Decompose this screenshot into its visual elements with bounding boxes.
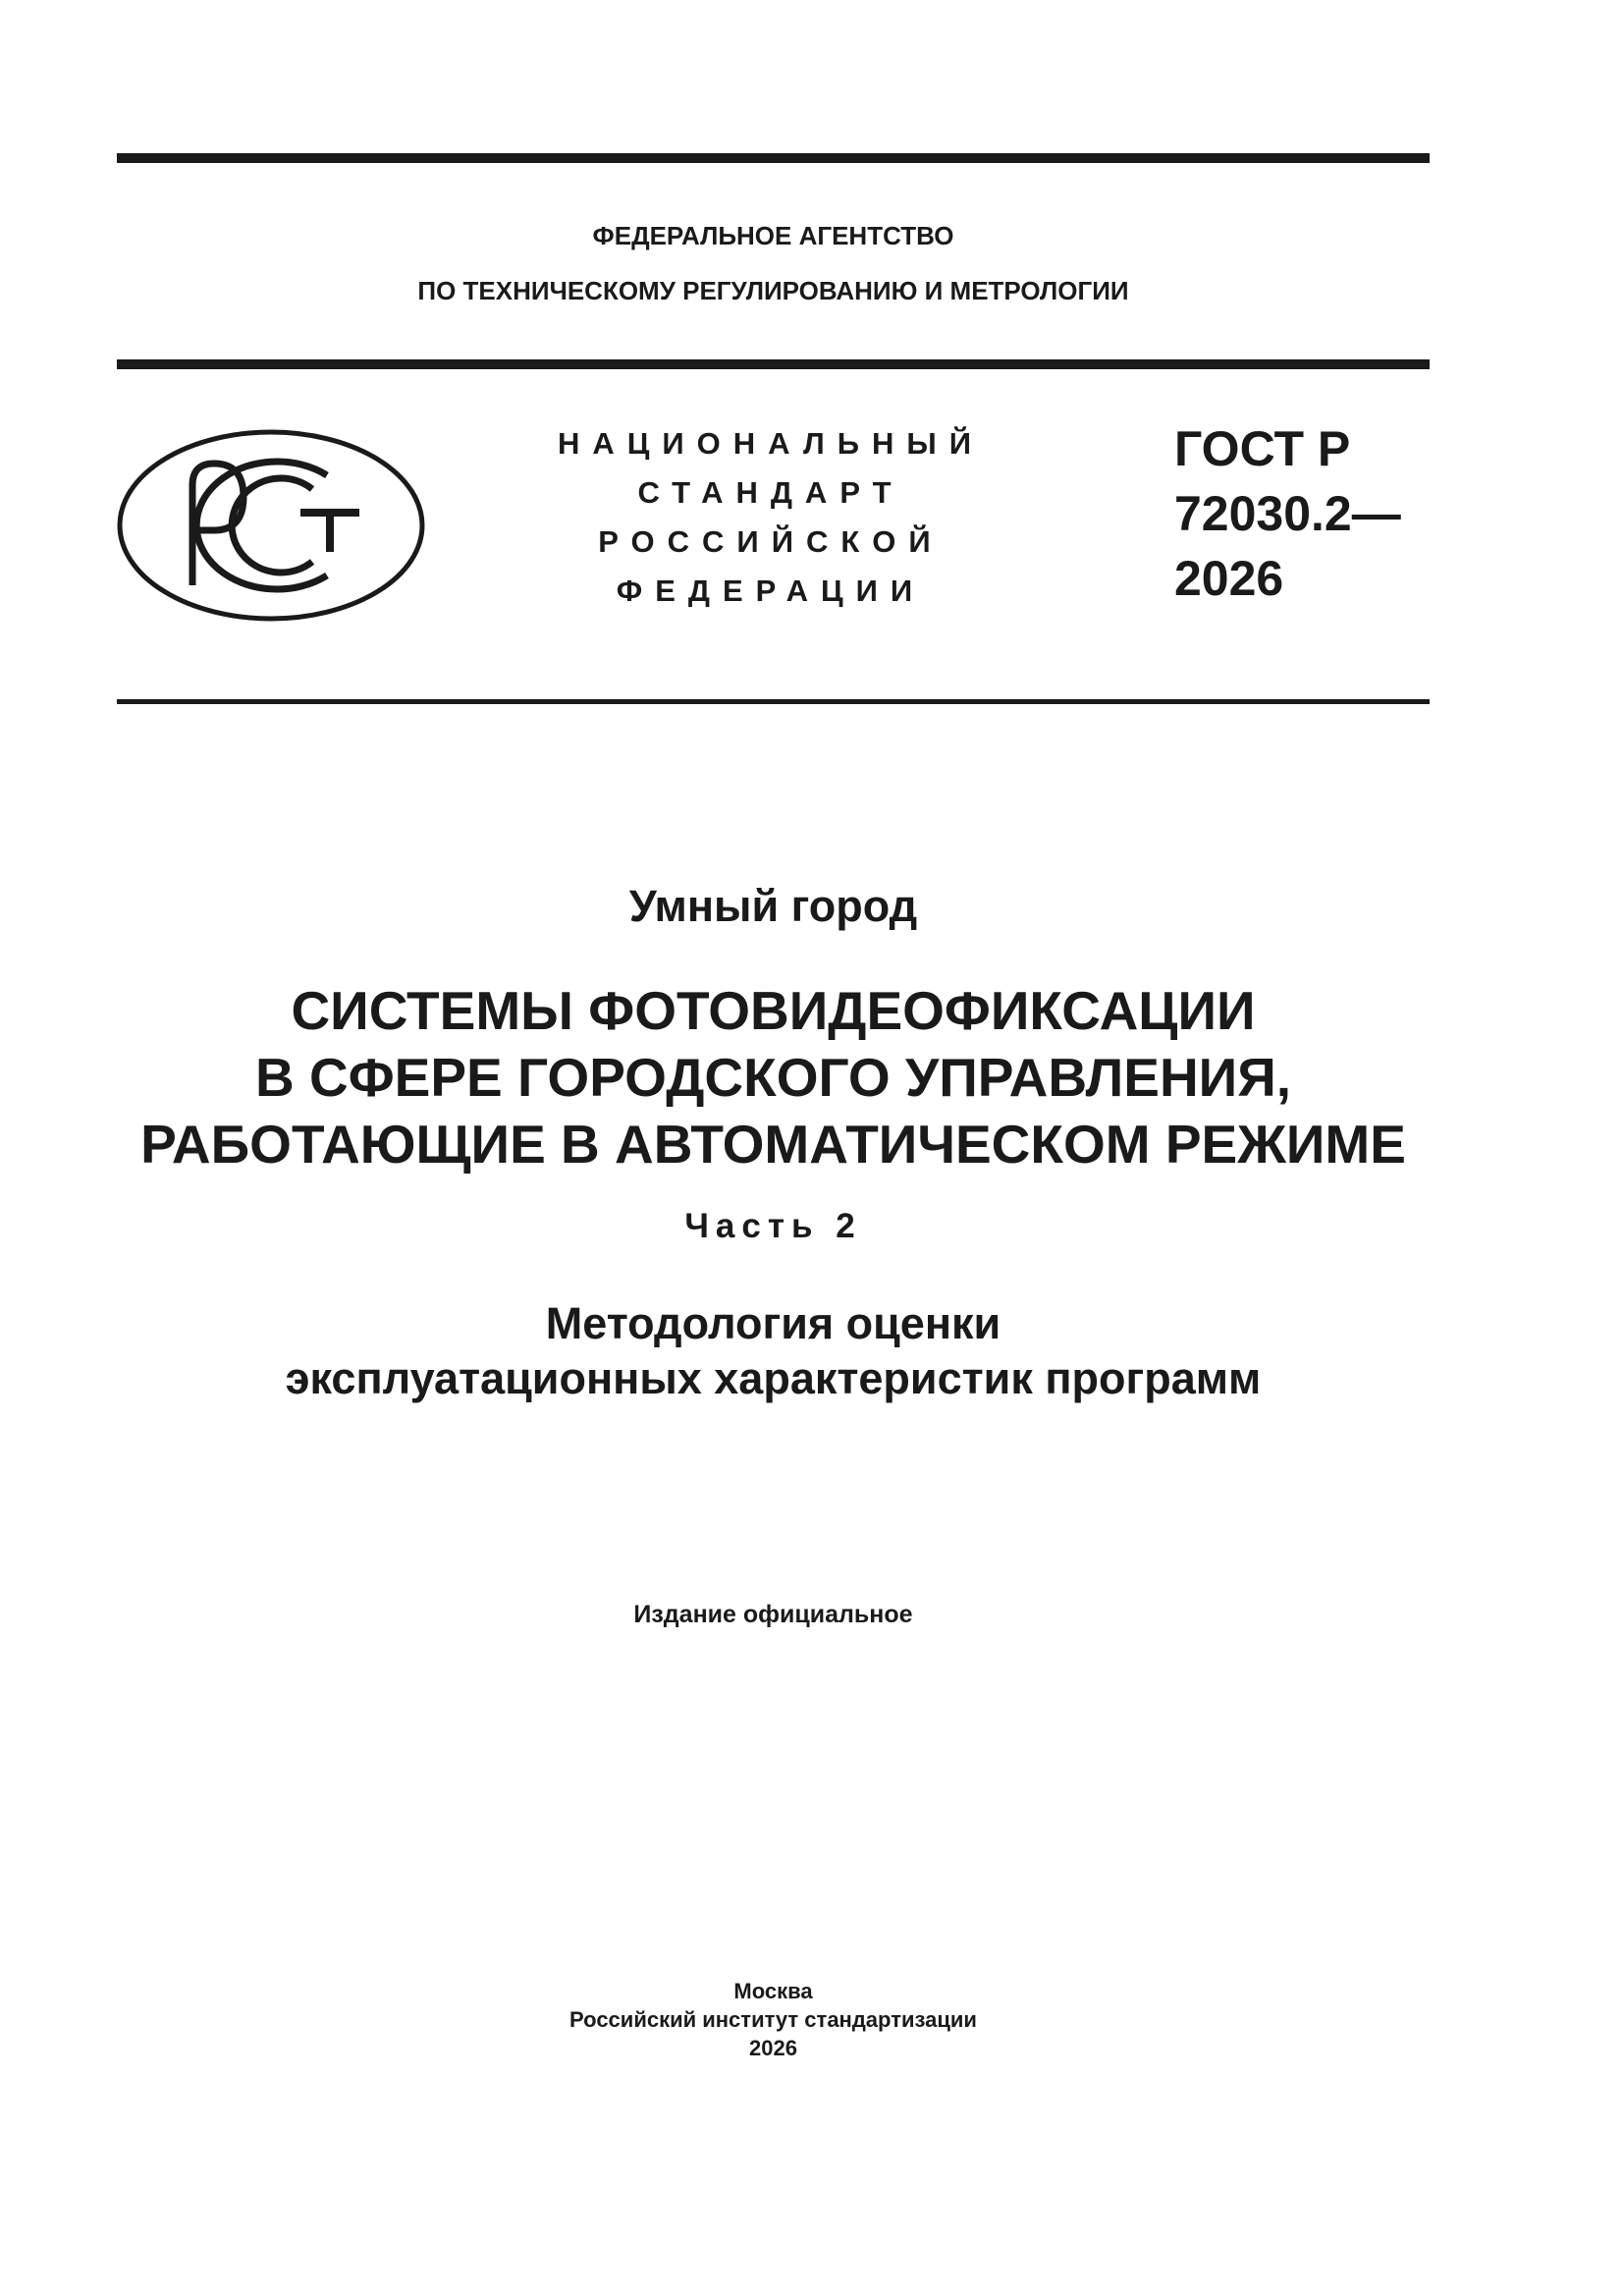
document-title [117, 977, 1430, 1177]
document-title-line-3: РАБОТАЮЩИЕ В АВТОМАТИЧЕСКОМ РЕЖИМЕ [140, 1114, 1406, 1175]
gost-designation [1174, 416, 1430, 611]
gost-designation-line-3: 2026 [1174, 551, 1284, 606]
agency-name-line-1: ФЕДЕРАЛЬНОЕ АГЕНТСТВО [592, 221, 954, 250]
standard-type-line-4: ФЕДЕРАЦИИ [616, 574, 926, 608]
standard-type-line-1: НАЦИОНАЛЬНЫЙ [557, 426, 985, 461]
series-title: Умный город [628, 881, 918, 931]
standard-type-line-2: СТАНДАРТ [637, 475, 904, 510]
document-subtitle-line-2: эксплуатационных характеристик программ [285, 1353, 1262, 1403]
top-rule [117, 153, 1430, 163]
header-rule [117, 359, 1430, 369]
publisher-name: Российский институт стандартизации [569, 2007, 977, 2032]
gost-designation-line-1: ГОСТ Р [1174, 421, 1351, 476]
document-title-line-1: СИСТЕМЫ ФОТОВИДЕОФИКСАЦИИ [291, 980, 1256, 1041]
header-bottom-rule [117, 699, 1430, 704]
document-subtitle-line-1: Методология оценки [545, 1298, 1001, 1348]
gost-designation-line-2: 72030.2— [1174, 486, 1401, 541]
rst-gost-logo-icon [116, 428, 426, 623]
publisher-city: Москва [733, 1979, 813, 2003]
document-title-line-2: В СФЕРЕ ГОРОДСКОГО УПРАВЛЕНИЯ, [254, 1047, 1292, 1108]
publisher-year: 2026 [749, 2036, 797, 2060]
publisher-block [117, 1977, 1430, 2062]
edition-note: Издание официальное [633, 1601, 913, 1628]
agency-name-line-2: ПО ТЕХНИЧЕСКОМУ РЕГУЛИРОВАНИЮ И МЕТРОЛОГИИ [417, 276, 1129, 305]
part-label: Часть 2 [684, 1207, 862, 1245]
document-subtitle [117, 1296, 1430, 1406]
standard-type-line-3: РОССИЙСКОЙ [598, 524, 944, 559]
